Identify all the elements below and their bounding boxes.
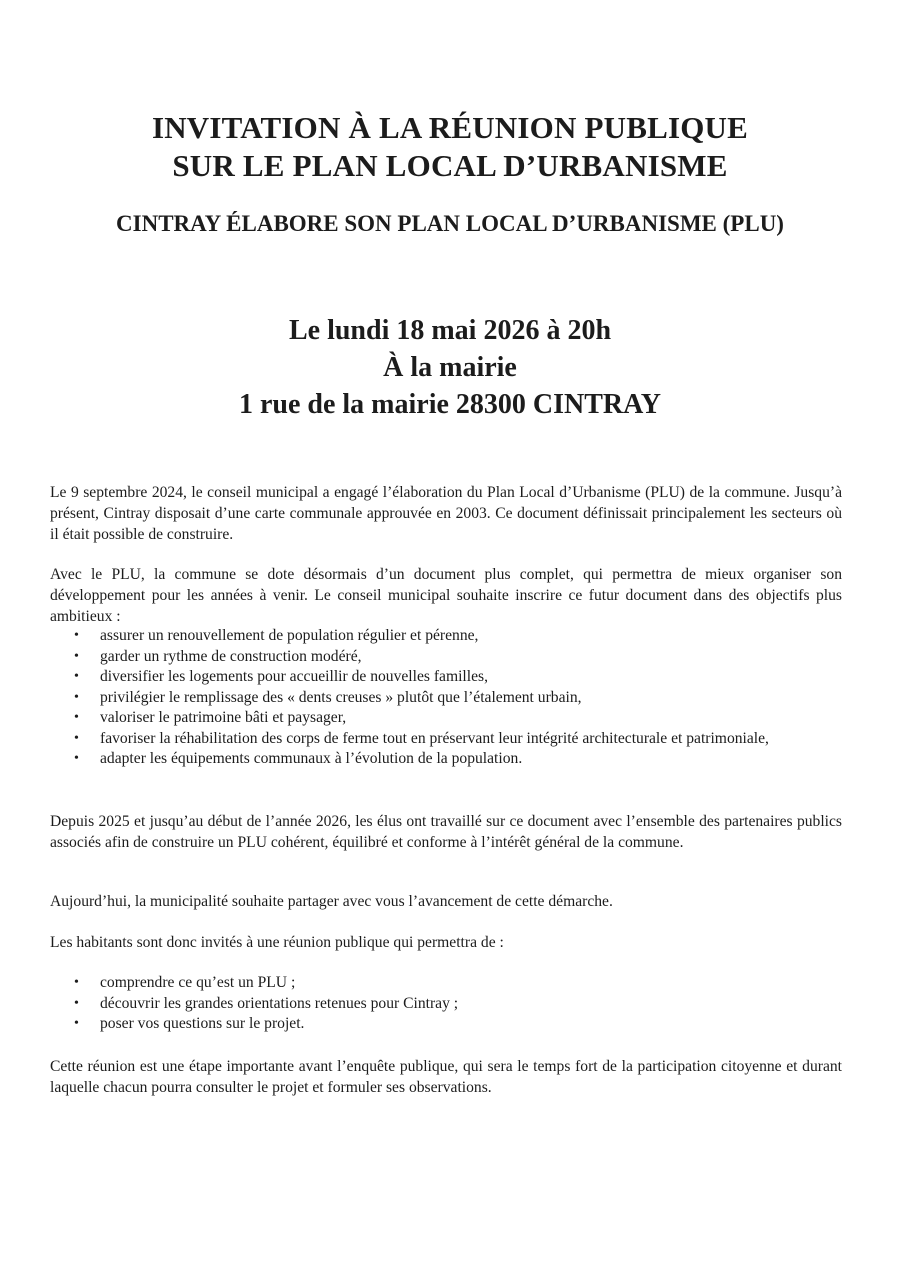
objectives-list xyxy=(74,626,842,770)
closing-paragraph: Cette réunion est une étape importante avant l’enquête publique, qui sera le temps fort de la participation citoyenne et durant laquelle chacun pourra consulter le projet et formuler ses observations. xyxy=(50,1058,842,1096)
bullet-icon: • xyxy=(74,710,79,725)
bullet-icon: • xyxy=(74,975,79,990)
progress-paragraph: Depuis 2025 et jusqu’au début de l’année 2026, les élus ont travaillé sur ce document avec l’ensemble des partenaires publics associés afin de construire un PLU cohérent, équilibré et conforme à l’intérêt général de la commune. xyxy=(50,813,842,851)
list-item: • garder un rythme de construction modéré, xyxy=(74,647,842,668)
list-item: • assurer un renouvellement de population régulier et pérenne, xyxy=(74,626,842,647)
bullet-icon: • xyxy=(74,689,79,705)
meeting-points-list xyxy=(74,973,842,1035)
bullet-icon: • xyxy=(74,628,79,643)
invitation-paragraph: Les habitants sont donc invités à une réunion publique qui permettra de : xyxy=(50,934,504,951)
list-item: • valoriser le patrimoine bâti et paysager, xyxy=(74,708,842,729)
plu-paragraph: Avec le PLU, la commune se dote désormais d’un document plus complet, qui permettra de mieux organiser son développement pour les années à venir. Le conseil municipal souhaite inscrire ce futur document dans des objectifs plus ambitieux : xyxy=(50,566,842,625)
bullet-icon: • xyxy=(74,669,79,684)
list-item: • adapter les équipements communaux à l’évolution de la population. xyxy=(74,749,842,770)
bullet-icon: • xyxy=(74,730,79,746)
list-item: • comprendre ce qu’est un PLU ; xyxy=(74,973,842,994)
list-item: • privilégier le remplissage des « dents creuses » plutôt que l’étalement urbain, xyxy=(74,688,842,709)
list-item: • favoriser la réhabilitation des corps de ferme tout en préservant leur intégrité architecturale et patrimoniale, xyxy=(74,729,842,750)
bullet-icon: • xyxy=(74,995,79,1011)
list-item: • diversifier les logements pour accueillir de nouvelles familles, xyxy=(74,667,842,688)
list-item: • poser vos questions sur le projet. xyxy=(74,1014,842,1035)
event-date: Le lundi 18 mai 2026 à 20h xyxy=(288,315,612,346)
event-place: À la mairie xyxy=(383,352,517,383)
document-title-line2: SUR LE PLAN LOCAL D’URBANISME xyxy=(172,148,728,183)
bullet-icon: • xyxy=(74,648,79,664)
bullet-icon: • xyxy=(74,751,79,766)
intro-paragraph: Le 9 septembre 2024, le conseil municipal a engagé l’élaboration du Plan Local d’Urbanisme (PLU) de la commune. Jusqu’à présent, Cintray disposait d’une carte communale approuvée en 2003. Ce document définissait principalement les secteurs où il était possible de construire. xyxy=(50,484,842,543)
update-paragraph: Aujourd’hui, la municipalité souhaite partager avec vous l’avancement de cette démarche. xyxy=(50,893,613,910)
document-title-line1: INVITATION À LA RÉUNION PUBLIQUE xyxy=(151,110,749,145)
event-address: 1 rue de la mairie 28300 CINTRAY xyxy=(238,389,662,420)
document-subtitle: CINTRAY ÉLABORE SON PLAN LOCAL D’URBANISME (PLU) xyxy=(116,211,784,236)
list-item: • découvrir les grandes orientations retenues pour Cintray ; xyxy=(74,994,842,1015)
bullet-icon: • xyxy=(74,1016,79,1031)
